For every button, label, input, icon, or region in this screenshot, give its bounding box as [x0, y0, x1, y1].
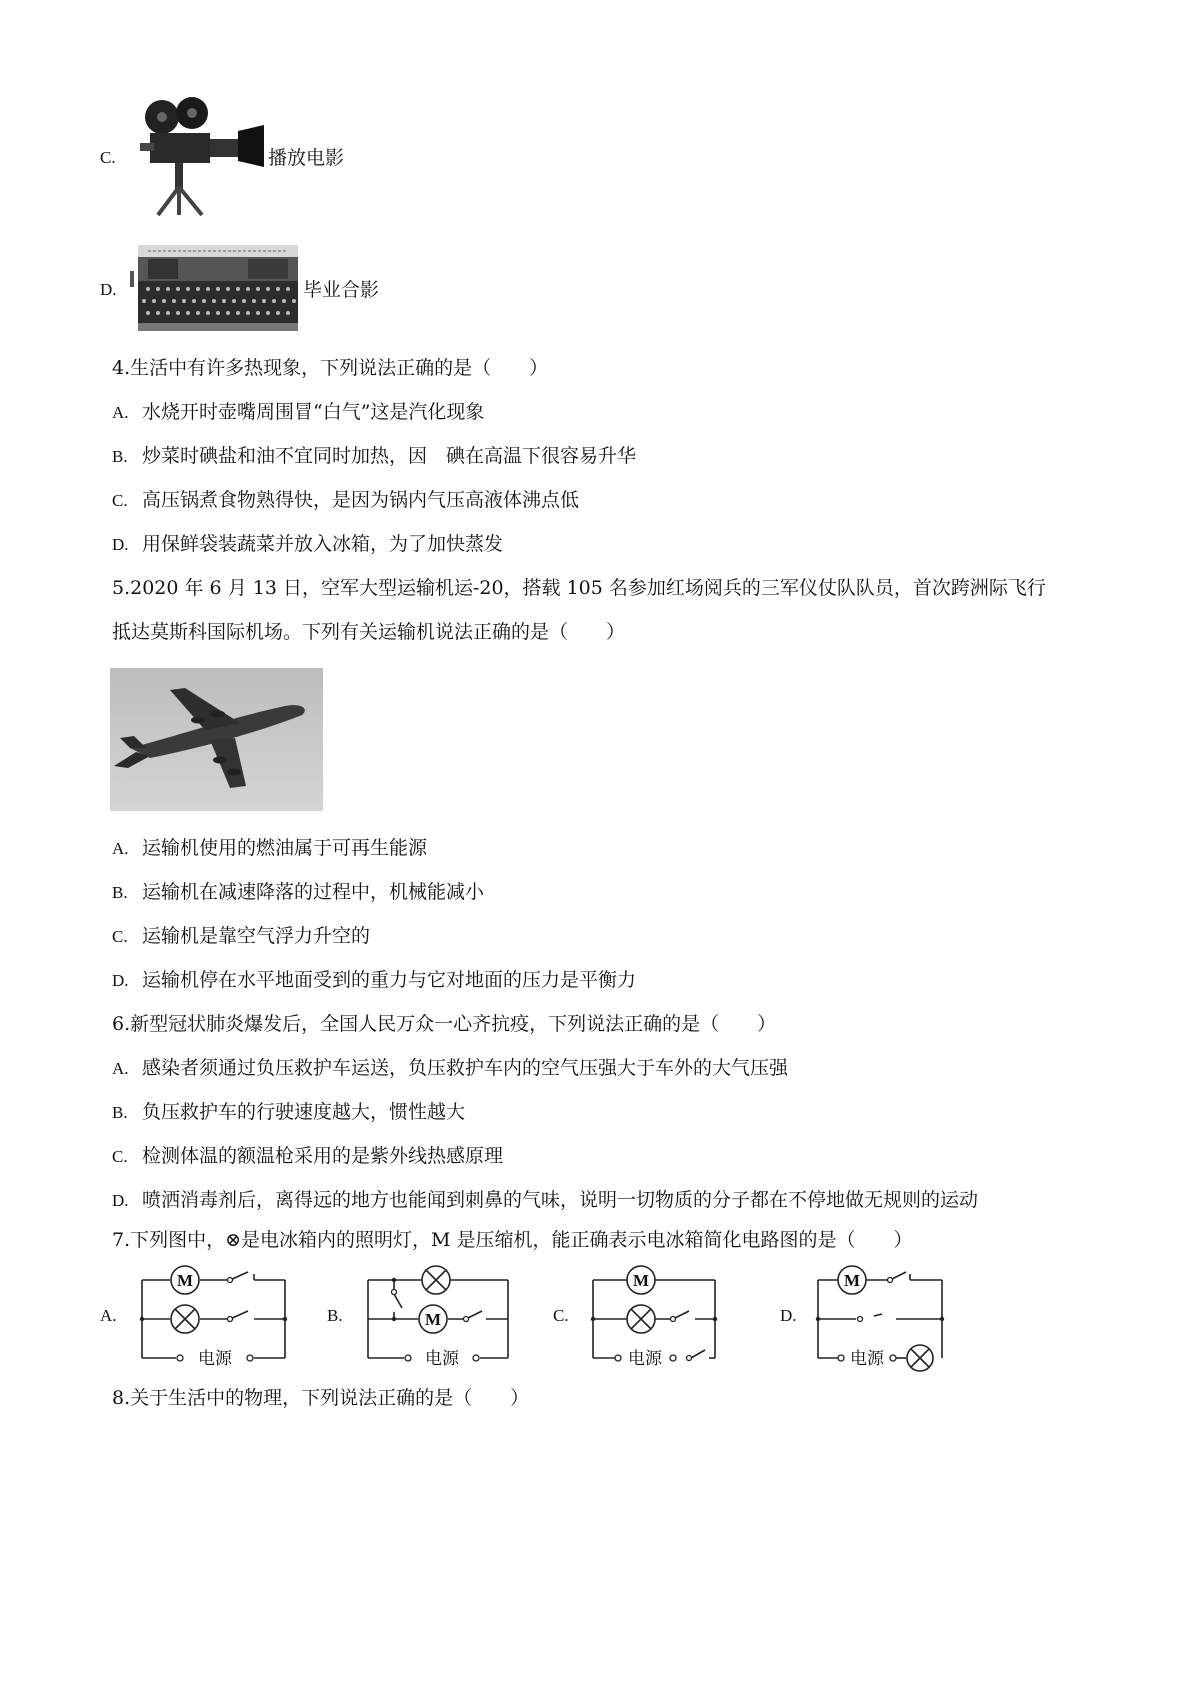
circuit-diagram-b: [358, 1264, 518, 1374]
circuit-b-letter: B.: [327, 1306, 343, 1325]
circuit-b-motor-label: M: [424, 1310, 442, 1329]
circuit-a-motor-label: M: [176, 1271, 194, 1290]
circuit-c-motor-label: M: [632, 1271, 650, 1290]
q5-option-b: B. 运输机在减速降落的过程中，机械能减小: [112, 881, 485, 903]
question-5-stem-line2: 抵达莫斯科国际机场。下列有关运输机说法正确的是（ ）: [112, 621, 626, 643]
option-letter-c: C.: [100, 148, 116, 167]
question-5-stem-line1: 5.2020 年 6 月 13 日，空军大型运输机运-20，搭载 105 名参加红场阅兵的三军仪仗队队员，首次跨洲际飞行: [112, 577, 1046, 599]
circuit-a-letter: A.: [100, 1306, 117, 1325]
circuit-d-motor-label: M: [843, 1271, 861, 1290]
circuit-b-source-label: 电源: [425, 1349, 459, 1369]
option-c-caption: 播放电影: [268, 147, 345, 169]
option-letter-d: D.: [100, 280, 117, 299]
circuit-diagram-d: [810, 1264, 950, 1374]
question-6-stem: 6.新型冠状肺炎爆发后，全国人民万众一心齐抗疫，下列说法正确的是（ ）: [112, 1013, 777, 1035]
q5-option-d: D. 运输机停在水平地面受到的重力与它对地面的压力是平衡力: [112, 969, 637, 991]
q4-option-c: C. 高压锅煮食物熟得快，是因为锅内气压高液体沸点低: [112, 489, 580, 511]
q4-option-b: B. 炒菜时碘盐和油不宜同时加热，因 碘在高温下很容易升华: [112, 445, 637, 467]
film-projector-image: [130, 95, 265, 217]
question-8-stem: 8.关于生活中的物理，下列说法正确的是（ ）: [112, 1387, 530, 1409]
circuit-d-source-label: 电源: [850, 1349, 884, 1369]
circuit-diagram-a: [130, 1264, 295, 1374]
question-7-stem: 7.下列图中，⊗是电冰箱内的照明灯，M 是压缩机，能正确表示电冰箱简化电路图的是（ ）: [112, 1229, 913, 1251]
q4-option-d: D. 用保鲜袋装蔬菜并放入冰箱，为了加快蒸发: [112, 533, 504, 555]
q5-option-c: C. 运输机是靠空气浮力升空的: [112, 925, 371, 947]
q6-option-d: D. 喷洒消毒剂后，离得远的地方也能闻到刺鼻的气味，说明一切物质的分子都在不停地做无规则的运动: [112, 1189, 979, 1211]
q4-option-a: A. 水烧开时壶嘴周围冒“白气”这是汽化现象: [112, 401, 485, 423]
circuit-diagram-c: [585, 1264, 725, 1374]
q6-option-b: B. 负压救护车的行驶速度越大，惯性越大: [112, 1101, 466, 1123]
transport-plane-image: [110, 668, 323, 811]
circuit-a-source-label: 电源: [198, 1349, 232, 1369]
question-4-stem: 4.生活中有许多热现象，下列说法正确的是（ ）: [112, 357, 549, 379]
circuit-c-source-label: 电源: [628, 1349, 662, 1369]
option-d-caption: 毕业合影: [303, 279, 380, 301]
q6-option-c: C. 检测体温的额温枪采用的是紫外线热感原理: [112, 1145, 504, 1167]
q5-option-a: A. 运输机使用的燃油属于可再生能源: [112, 837, 428, 859]
q6-option-a: A. 感染者须通过负压救护车运送，负压救护车内的空气压强大于车外的大气压强: [112, 1057, 789, 1079]
circuit-d-letter: D.: [780, 1306, 797, 1325]
circuit-c-letter: C.: [553, 1306, 569, 1325]
graduation-photo-image: [128, 243, 302, 333]
